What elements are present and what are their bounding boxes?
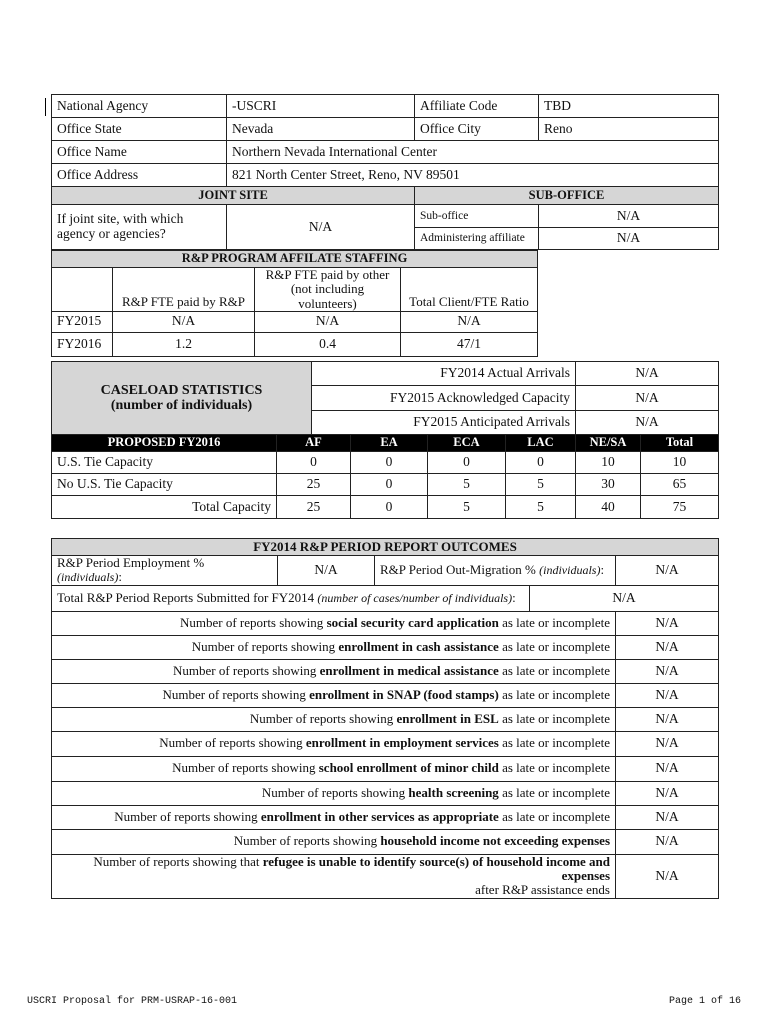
capacity-af: 25: [277, 474, 351, 496]
caseload-table: [51, 361, 719, 519]
national-agency-label: National Agency: [52, 95, 227, 118]
capacity-label: No U.S. Tie Capacity: [52, 474, 277, 496]
office-name-value: Northern Nevada International Center: [227, 141, 719, 164]
report-value: N/A: [616, 756, 719, 781]
report-suffix: as late or incomplete: [502, 614, 610, 630]
staffing-col-rp: R&P FTE paid by R&P: [113, 268, 255, 312]
caseload-title: [52, 362, 312, 435]
capacity-lac: 0: [506, 452, 576, 474]
unable-identify-value: N/A: [616, 854, 719, 898]
table-row: [52, 659, 719, 683]
report-value: N/A: [616, 781, 719, 805]
capacity-nesa: 10: [576, 452, 641, 474]
table-row: [52, 829, 719, 854]
report-label: [52, 635, 616, 659]
staffing-ratio: 47/1: [401, 332, 538, 356]
total-reports-label-text: Total R&P Period Reports Submitted for FY2014: [57, 589, 315, 605]
table-row: [52, 452, 719, 474]
report-bold: enrollment in cash assistance: [338, 638, 499, 654]
outmigration-label-text: R&P Period Out-Migration %: [380, 562, 536, 578]
joint-site-question: If joint site, with which agency or agencies?: [52, 205, 227, 250]
report-label: [52, 683, 616, 707]
stat-value: N/A: [576, 386, 719, 411]
capacity-eca: 5: [428, 474, 506, 496]
report-prefix: Number of reports showing: [172, 662, 317, 678]
report-label: [52, 611, 616, 635]
report-label: [52, 707, 616, 731]
staffing-year: FY2015: [52, 311, 113, 332]
staffing-col-other: [255, 268, 401, 312]
report-bold: health screening: [408, 784, 499, 800]
outmigration-value: N/A: [616, 556, 719, 586]
household-label: [52, 829, 616, 854]
staffing-other: 0.4: [255, 332, 401, 356]
unable-identify-prefix: Number of reports showing that: [93, 854, 260, 869]
caseload-header-ea: EA: [351, 435, 428, 452]
table-row: [52, 332, 538, 356]
report-label: [52, 756, 616, 781]
sub-office-header: SUB-OFFICE: [415, 187, 719, 205]
report-suffix: as late or incomplete: [502, 735, 610, 751]
capacity-label: Total Capacity: [52, 496, 277, 519]
capacity-eca: 0: [428, 452, 506, 474]
office-state-label: Office State: [52, 118, 227, 141]
staffing-corner: [52, 268, 113, 312]
capacity-ea: 0: [351, 496, 428, 519]
caseload-header-eca: ECA: [428, 435, 506, 452]
table-row: [52, 683, 719, 707]
report-value: N/A: [616, 805, 719, 829]
staffing-col-other-line2: (not including volunteers): [290, 281, 365, 311]
administering-affiliate-value: N/A: [539, 228, 719, 250]
caseload-header-lac: LAC: [506, 435, 576, 452]
table-row: [52, 707, 719, 731]
office-city-label: Office City: [415, 118, 539, 141]
footer-left: USCRI Proposal for PRM-USRAP-16-001: [27, 996, 238, 1007]
household-value: N/A: [616, 829, 719, 854]
report-value: N/A: [616, 611, 719, 635]
sub-office-value: N/A: [539, 205, 719, 228]
capacity-ea: 0: [351, 452, 428, 474]
capacity-nesa: 30: [576, 474, 641, 496]
stat-value: N/A: [576, 362, 719, 386]
report-suffix: as late or incomplete: [502, 710, 610, 726]
staffing-col-other-line1: R&P FTE paid by other: [265, 267, 390, 282]
report-label: [52, 781, 616, 805]
capacity-af: 25: [277, 496, 351, 519]
report-label: [52, 731, 616, 756]
table-row: [52, 611, 719, 635]
stat-label: FY2014 Actual Arrivals: [312, 362, 576, 386]
national-agency-value: -USCRI: [227, 95, 415, 118]
report-value: N/A: [616, 731, 719, 756]
report-bold: social security card application: [326, 614, 499, 630]
capacity-total: 65: [641, 474, 719, 496]
table-row: [52, 635, 719, 659]
capacity-af: 0: [277, 452, 351, 474]
stat-label: FY2015 Anticipated Arrivals: [312, 411, 576, 435]
table-row: [52, 805, 719, 829]
joint-site-table: [51, 186, 719, 250]
employment-label: R&P Period Employment % (individuals):: [52, 556, 278, 586]
outcomes-title: FY2014 R&P PERIOD REPORT OUTCOMES: [52, 539, 719, 556]
report-suffix: as late or incomplete: [502, 784, 610, 800]
office-address-label: Office Address: [52, 164, 227, 187]
joint-site-header: JOINT SITE: [52, 187, 415, 205]
table-row: [52, 474, 719, 496]
footer-right: Page 1 of 16: [668, 996, 741, 1007]
capacity-ea: 0: [351, 474, 428, 496]
staffing-ratio: N/A: [401, 311, 538, 332]
caseload-header-proposed: PROPOSED FY2016: [52, 435, 277, 452]
report-prefix: Number of reports showing: [191, 638, 336, 654]
caseload-header-nesa: NE/SA: [576, 435, 641, 452]
capacity-total: 75: [641, 496, 719, 519]
office-city-value: Reno: [539, 118, 719, 141]
caseload-title-line2: (number of individuals): [110, 398, 253, 413]
office-state-value: Nevada: [227, 118, 415, 141]
report-suffix: as late or incomplete: [502, 638, 610, 654]
sub-office-label: Sub-office: [415, 205, 539, 228]
household-bold: household income not exceeding expenses: [380, 833, 610, 849]
staffing-year: FY2016: [52, 332, 113, 356]
table-row: [52, 311, 538, 332]
report-prefix: Number of reports showing: [172, 760, 316, 776]
total-reports-note: (number of cases/number of individuals): [317, 590, 513, 605]
caseload-header-total: Total: [641, 435, 719, 452]
report-value: N/A: [616, 635, 719, 659]
affiliate-code-label: Affiliate Code: [415, 95, 539, 118]
capacity-nesa: 40: [576, 496, 641, 519]
table-row: [52, 496, 719, 519]
report-suffix: as late or incomplete: [502, 760, 610, 776]
unable-identify-label: [52, 854, 616, 898]
outmigration-label: R&P Period Out-Migration % (individuals):: [375, 556, 616, 586]
capacity-label: U.S. Tie Capacity: [52, 452, 277, 474]
report-suffix: as late or incomplete: [502, 662, 610, 678]
table-row: [52, 854, 719, 898]
capacity-lac: 5: [506, 474, 576, 496]
agency-info-table: [51, 94, 719, 187]
report-prefix: Number of reports showing: [162, 686, 306, 702]
report-prefix: Number of reports showing: [261, 784, 406, 800]
total-reports-value: N/A: [530, 585, 719, 611]
table-row: [52, 756, 719, 781]
report-label: [52, 659, 616, 683]
affiliate-code-value: TBD: [539, 95, 719, 118]
report-prefix: Number of reports showing: [249, 710, 394, 726]
unable-identify-line1: [57, 855, 610, 884]
caseload-title-line1: CASELOAD STATISTICS: [100, 382, 263, 398]
report-bold: enrollment in SNAP (food stamps): [309, 686, 499, 702]
report-value: N/A: [616, 683, 719, 707]
report-bold: enrollment in ESL: [396, 710, 499, 726]
employment-label-text: R&P Period Employment %: [57, 555, 205, 570]
household-prefix: Number of reports showing: [233, 833, 378, 849]
staffing-col-ratio: Total Client/FTE Ratio: [401, 268, 538, 312]
report-prefix: Number of reports showing: [114, 808, 258, 824]
report-prefix: Number of reports showing: [179, 614, 324, 630]
administering-affiliate-label: Administering affiliate: [415, 228, 539, 250]
margin-mark: [45, 98, 46, 116]
staffing-rp: 1.2: [113, 332, 255, 356]
capacity-total: 10: [641, 452, 719, 474]
report-label: [52, 805, 616, 829]
office-address-value: 821 North Center Street, Reno, NV 89501: [227, 164, 719, 187]
report-bold: school enrollment of minor child: [318, 760, 499, 776]
report-bold: enrollment in medical assistance: [319, 662, 499, 678]
stat-label: FY2015 Acknowledged Capacity: [312, 386, 576, 411]
table-row: [52, 731, 719, 756]
staffing-rp: N/A: [113, 311, 255, 332]
capacity-eca: 5: [428, 496, 506, 519]
report-suffix: as late or incomplete: [502, 808, 610, 824]
joint-site-value: N/A: [227, 205, 415, 250]
staffing-other: N/A: [255, 311, 401, 332]
report-bold: enrollment in employment services: [305, 735, 499, 751]
caseload-header-af: AF: [277, 435, 351, 452]
staffing-table: [51, 250, 538, 357]
employment-note: (individuals): [57, 570, 119, 585]
report-prefix: Number of reports showing: [159, 735, 303, 751]
staffing-title: R&P PROGRAM AFFILATE STAFFING: [52, 251, 538, 268]
unable-identify-bold: refugee is unable to identify source(s) of household income and expenses: [262, 854, 610, 883]
report-suffix: as late or incomplete: [502, 686, 610, 702]
unable-identify-line2: after R&P assistance ends: [475, 882, 610, 898]
outcomes-table: [51, 538, 719, 899]
capacity-lac: 5: [506, 496, 576, 519]
outmigration-note: (individuals): [539, 563, 601, 578]
table-row: [52, 781, 719, 805]
report-value: N/A: [616, 659, 719, 683]
employment-value: N/A: [278, 556, 375, 586]
report-bold: enrollment in other services as appropriate: [260, 808, 499, 824]
total-reports-label: Total R&P Period Reports Submitted for FY2014 (number of cases/number of individuals):: [52, 585, 530, 611]
stat-value: N/A: [576, 411, 719, 435]
report-value: N/A: [616, 707, 719, 731]
office-name-label: Office Name: [52, 141, 227, 164]
